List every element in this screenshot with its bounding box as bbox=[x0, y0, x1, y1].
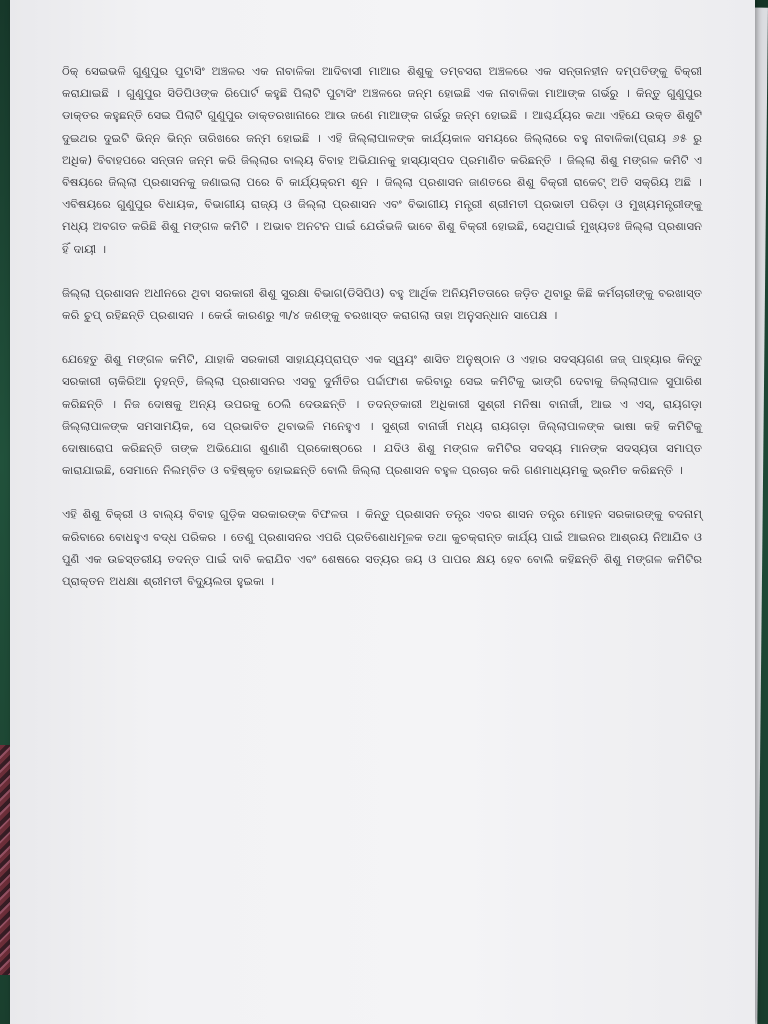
paragraph-2: ଜିଲ୍ଲା ପ୍ରଶାସନ ଅଧୀନରେ ଥିବା ସରକାରୀ ଶିଶୁ ସୁରକ୍ଷା ବିଭାଗ(ଡିସିପିଓ) ବହୁ ଆର୍ଥିକ ଅନିୟମିତତାରେ ଜଡ଼ିତ ଥିବାରୁ କିଛି କର୍ମଚାରୀଙ୍କୁ ବରଖାସ୍ତ କରି ଚୁପ୍ ରହିଛନ୍ତି ପ୍ରଶାସନ । କେଉଁ କାରଣରୁ ୩/୪ ଜଣଙ୍କୁ ବରଖାସ୍ତ କରାଗଲା ତାହା ଅନୁସନ୍ଧାନ ସାପେକ୍ଷ । bbox=[62, 285, 702, 323]
paragraph-1: ଠିକ୍ ସେଇଭଳି ଗୁଣୁପୁର ପୁଟାସିଂ ଅଞ୍ଚଳର ଏକ ନାବାଳିକା ଆଦିବାସୀ ମାଆର ଶିଶୁକୁ ଡମ୍ବସରା ଅଞ୍ଚଳରେ ଏକ ସନ୍ତାନହୀନ ଦମ୍ପତିଙ୍କୁ ବିକ୍ରୀ କରାଯାଇଛି । ଗୁଣୁପୁର ସିଡିପିଓଙ୍କ ରିପୋର୍ଟ କହୁଛି ପିଲାଟି ପୁଟାସିଂ ଅଞ୍ଚଳରେ ଜନ୍ମ ହୋଇଛି ଏକ ନାବାଳିକା ମାଆଙ୍କ ଗର୍ଭରୁ । କିନ୍ତୁ ଗୁଣୁପୁର ଡାକ୍ତର କହୁଛନ୍ତି ସେଇ ପିଲାଟି ଗୁଣୁପୁର ଡାକ୍ତରଖାନାରେ ଆଉ ଜଣେ ମାଆଙ୍କ ଗର୍ଭରୁ ଜନ୍ମ ହୋଇଛି । ଆଶ୍ଚର୍ଯ୍ୟର କଥା ଏହିଯେ ଉକ୍ତ ଶିଶୁଟି ଦୁଇଥର ଦୁଇଟି ଭିନ୍ନ ଭିନ୍ନ ତାରିଖରେ ଜନ୍ମ ହୋଇଛି । ଏହି ଜିଲ୍ଲାପାଳଙ୍କ କାର୍ଯ୍ୟକାଳ ସମୟରେ ଜିଲ୍ଲାରେ ବହୁ ନାବାଳିକା(ପ୍ରାୟ ୬୫ ରୁ ଅଧିକ) ବିବାହପରେ ସନ୍ତାନ ଜନ୍ମ କରି ଜିଲ୍ଲାର ବାଲ୍ୟ ବିବାହ ଅଭିଯାନକୁ ହାସ୍ୟାସ୍ପଦ ପ୍ରମାଣିତ କରିଛନ୍ତି । ଜିଲ୍ଲା ଶିଶୁ ମଙ୍ଗଳ କମିଟି ଏ ବିଷୟରେ ଜିଲ୍ଲା ପ୍ରଶାସନକୁ ଜଣାଇଲା ପରେ ବି କାର୍ଯ୍ୟକ୍ରମ ଶୂନ । ଜିଲ୍ଲା ପ୍ରଶାସନ ଜାଣତରେ ଶିଶୁ ବିକ୍ରୀ ରାକେଟ୍ ଅତି ସକ୍ରିୟ ଅଛି । ଏବିଷୟରେ ଗୁଣୁପୁର ବିଧାୟକ, ବିଭାଗୀୟ ରାଜ୍ୟ ଓ ଜିଲ୍ଲା ପ୍ରଶାସନ ଏବଂ ବିଭାଗୀୟ ମନ୍ତ୍ରୀ ଶ୍ରୀମତୀ ପ୍ରଭାତୀ ପରିଡ଼ା ଓ ମୁଖ୍ୟମନ୍ତ୍ରୀଙ୍କୁ ମଧ୍ୟ ଅବଗତ କରିଛି ଶିଶୁ ମଙ୍ଗଳ କମିଟି । ଅଭାବ ଅନଟନ ପାଇଁ ଯେଉଁଭଳି ଭାବେ ଶିଶୁ ବିକ୍ରୀ ହୋଇଛି, ସେଥିପାଇଁ ମୁଖ୍ୟତଃ ଜିଲ୍ଲା ପ୍ରଶାସନ ହିଁ ଦାୟୀ । bbox=[62, 64, 702, 256]
document-body bbox=[62, 60, 702, 614]
paragraph-4: ଏହି ଶିଶୁ ବିକ୍ରୀ ଓ ବାଲ୍ୟ ବିବାହ ଗୁଡ଼ିକ ସରକାରଙ୍କ ବିଫଳତା । କିନ୍ତୁ ପ୍ରଶାସନ ତନ୍ତ୍ର ଏବର ଶାସନ ତନ୍ତ୍ର ମୋହନ ସରକାରଙ୍କୁ ବଦନାମ୍ କରିବାରେ ବୋଧହୁଏ ବଦ୍ଧ ପରିକର । ତେଣୁ ପ୍ରଶାସନର ଏପରି ପ୍ରତିଶୋଧମୂଳକ ତଥା କୁଚକ୍ରାନ୍ତ କାର୍ଯ୍ୟ ପାଇଁ ଆଇନର ଆଶ୍ରୟ ନିଆଯିବ ଓ ପୁଣି ଏକ ଉଚ୍ଚସ୍ତରୀୟ ତଦନ୍ତ ପାଇଁ ଦାବି କରାଯିବ ଏବଂ ଶେଷରେ ସତ୍ୟର ଜୟ ଓ ପାପର କ୍ଷୟ ହେବ ବୋଲି କହିଛନ୍ତି ଶିଶୁ ମଙ୍ଗଳ କମିଟିର ପ୍ରାକ୍ତନ ଅଧକ୍ଷା ଶ୍ରୀମତୀ ବିଦ୍ୟୁଲତା ହୁଇକା । bbox=[62, 507, 702, 589]
document-page bbox=[10, 0, 755, 1024]
paragraph-3: ଯେହେତୁ ଶିଶୁ ମଙ୍ଗଳ କମିଟି, ଯାହାକି ସରକାରୀ ସାହାଯ୍ୟପ୍ରାପ୍ତ ଏକ ସ୍ୱୟଂ ଶାସିତ ଅନୁଷ୍ଠାନ ଓ ଏହାର ସଦସ୍ୟଗଣ ଜଜ୍ ପାହ୍ୟାର କିନ୍ତୁ ସରକାରୀ ଚାକିରିଆ ନୁହନ୍ତି, ଜିଲ୍ଲା ପ୍ରଶାସନର ଏସବୁ ଦୁର୍ନୀତିର ପର୍ଦ୍ଦାଫାଶ କରିବାରୁ ସେଇ କମିଟିକୁ ଭାଙ୍ଗି ଦେବାକୁ ଜିଲ୍ଲାପାଳ ସୁପାରିଶ କରିଛନ୍ତି । ନିଜ ଦୋଷକୁ ଅନ୍ୟ ଉପରକୁ ଠେଲି ଦେଉଛନ୍ତି । ତଦନ୍ତକାରୀ ଅଧିକାରୀ ସୁଶ୍ରୀ ମନିଷା ବାନାର୍ଜୀ, ଆଇ ଏ ଏସ୍, ରାୟଗଡ଼ା ଜିଲ୍ଲାପାଳଙ୍କ ସମସାମୟିକ, ସେ ପ୍ରଭାବିତ ଥିବାଭଳି ମନେହୁଏ । ସୁଶ୍ରୀ ବାନାର୍ଜୀ ମଧ୍ୟ ରାୟଗଡ଼ା ଜିଲ୍ଲାପାଳଙ୍କ ଭାଷା କହି କମିଟିକୁ ଦୋଷାରୋପ କରିଛନ୍ତି ତାଙ୍କ ଅଭିଯୋଗ ଶୁଣାଣି ପ୍ରକୋଷ୍ଠରେ । ଯଦିଓ ଶିଶୁ ମଙ୍ଗଳ କମିଟିର ସଦସ୍ୟ ମାନଙ୍କ ସଦସ୍ୟତା ସମାପ୍ତ କାରାଯାଇଛି, ସେମାନେ ନିଲମ୍ବିତ ଓ ବହିଷ୍କୃତ ହୋଇଛନ୍ତି ବୋଲି ଜିଲ୍ଲା ପ୍ରଶାସନ ବହୁଳ ପ୍ରଚାର କରି ଗଣମାଧ୍ୟମକୁ ଭ୍ରମିତ କରିଛନ୍ତି । bbox=[62, 352, 702, 478]
